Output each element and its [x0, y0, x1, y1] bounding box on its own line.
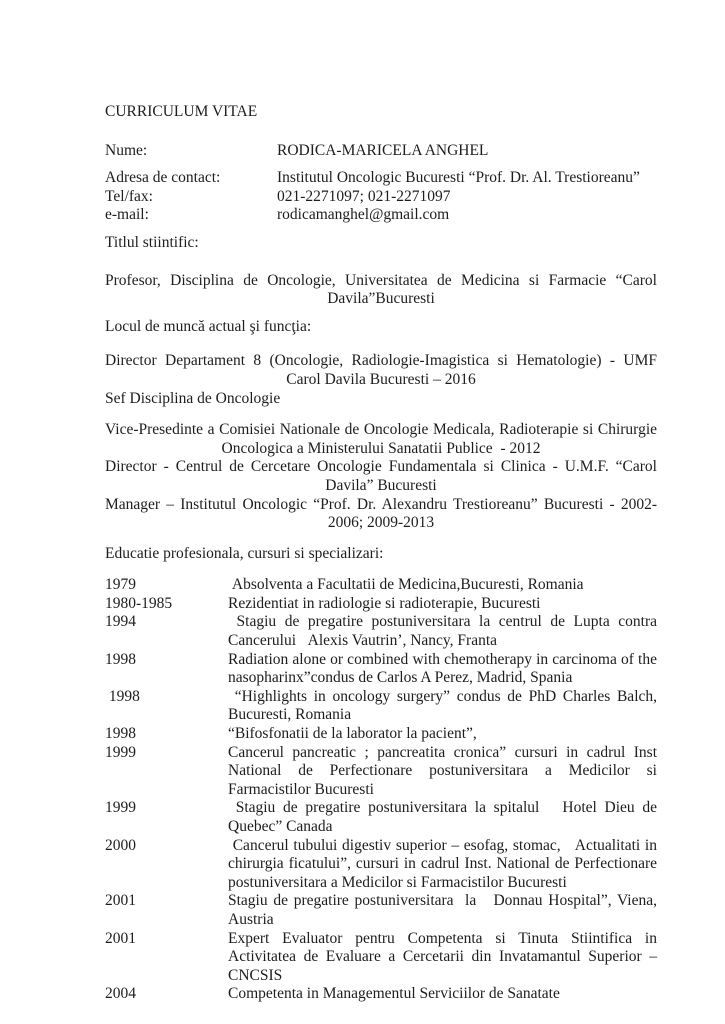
education-year: 1999	[105, 799, 136, 817]
contact-row-email	[105, 206, 657, 225]
position-line-sef-disciplina: Sef Disciplina de Oncologie	[105, 389, 281, 407]
contact-row-telfax	[105, 188, 657, 207]
education-entry	[105, 651, 657, 688]
education-entry	[105, 613, 657, 650]
education-description: “Highlights in oncology surgery” condus de PhD Charles Balch, Bucuresti, Romania	[228, 687, 657, 724]
education-entry	[105, 688, 657, 725]
education-description: Stagiu de pregatire postuniversitara la centrul de Lupta contra Cancerului Alexis Vautrin’, Nancy, Franta	[228, 613, 657, 650]
position-paragraph-director-departament: Director Departament 8 (Oncologie, Radiologie-Imagistica si Hematologie) - UMF Carol Davila Bucuresti – 2016	[105, 352, 657, 388]
education-year: 1998	[105, 650, 136, 668]
contact-value-telfax: 021-2271097; 021-2271097	[277, 187, 451, 205]
education-description: Rezidentiat in radiologie si radioterapie, Bucuresti	[228, 594, 541, 612]
education-description: Cancerul tubului digestiv superior – esofag, stomac, Actualitati in chirurgia ficatului”, cursuri in cadrul Inst. National de Perfectionare postuniversitara a Medicilor si Farmacistilor Bucuresti	[228, 836, 657, 891]
document-title: CURRICULUM VITAE	[105, 103, 258, 120]
education-entry	[105, 799, 657, 836]
education-year: 1998	[105, 725, 136, 743]
education-year: 1979	[105, 576, 136, 594]
contact-label-nume: Nume:	[105, 141, 148, 159]
section-heading-locul-munca: Locul de muncă actual şi funcţia:	[105, 317, 312, 335]
education-description: Stagiu de pregatire postuniversitara la spitalul Hotel Dieu de Quebec” Canada	[228, 799, 657, 835]
contact-label-adresa: Adresa de contact:	[105, 169, 221, 187]
contact-value-nume: RODICA-MARICELA ANGHEL	[277, 141, 489, 159]
position-paragraph-vice-presedinte: Vice-Presedinte a Comisiei Nationale de Oncologie Medicala, Radioterapie si Chirurgie Oncologica a Ministerului Sanatatii Publice - 2012	[105, 421, 657, 457]
contact-row-adresa	[105, 169, 657, 188]
education-description: Cancerul pancreatic ; pancreatita cronica” cursuri in cadrul Inst National de Perfectionare postuniversitara a Medicilor si Farmacistilor Bucuresti	[228, 743, 657, 798]
education-entry	[105, 744, 657, 800]
education-year: 2004	[105, 985, 136, 1003]
education-description: Expert Evaluator pentru Competenta si Tinuta Stiintifica in Activitatea de Evaluare a Cercetarii din Invatamantul Superior – CNCSIS	[228, 929, 657, 984]
education-year: 1999	[105, 743, 136, 761]
education-year: 2001	[105, 892, 136, 910]
education-year: 1980-1985	[105, 594, 173, 612]
contact-label-telfax: Tel/fax:	[105, 187, 153, 205]
education-description: Radiation alone or combined with chemotherapy in carcinoma of the nasopharinx”condus de Carlos A Perez, Madrid, Spania	[228, 650, 657, 687]
education-entry	[105, 725, 657, 744]
education-entry	[105, 576, 657, 595]
section-heading-titlu-stiintific: Titlul stiintific:	[105, 233, 199, 251]
education-year: 2001	[105, 929, 136, 947]
education-entry	[105, 930, 657, 986]
education-year: 1994	[105, 613, 136, 631]
section-heading-educatie: Educatie profesionala, cursuri si specializari:	[105, 544, 384, 562]
education-entry	[105, 595, 657, 614]
education-entry	[105, 985, 657, 1004]
education-list	[105, 576, 657, 1004]
education-entry	[105, 837, 657, 893]
education-year: 1998	[105, 687, 140, 705]
contact-value-email: rodicamanghel@gmail.com	[277, 206, 450, 224]
education-description: Absolventa a Facultatii de Medicina,Bucuresti, Romania	[228, 576, 584, 594]
education-description: “Bifosfonatii de la laborator la pacient”,	[228, 725, 477, 743]
education-description: Competenta in Managementul Serviciilor de Sanatate	[228, 985, 560, 1003]
position-paragraph-manager: Manager – Institutul Oncologic “Prof. Dr. Alexandru Trestioreanu” Bucuresti - 2002-2006; 2009-2013	[105, 495, 657, 532]
contact-value-adresa: Institutul Oncologic Bucuresti “Prof. Dr. Al. Trestioreanu”	[277, 169, 640, 187]
education-year: 2000	[105, 836, 136, 854]
education-description: Stagiu de pregatire postuniversitara la Donnau Hospital”, Viena, Austria	[228, 892, 657, 928]
contact-row-nume	[105, 142, 657, 161]
education-entry	[105, 892, 657, 929]
contact-label-email: e-mail:	[105, 206, 149, 224]
scientific-title-paragraph: Profesor, Disciplina de Oncologie, Universitatea de Medicina si Farmacie “Carol Davila”Bucuresti	[105, 271, 657, 308]
position-paragraph-director-centrul: Director - Centrul de Cercetare Oncologie Fundamentala si Clinica - U.M.F. “Carol Davila” Bucuresti	[105, 458, 657, 494]
